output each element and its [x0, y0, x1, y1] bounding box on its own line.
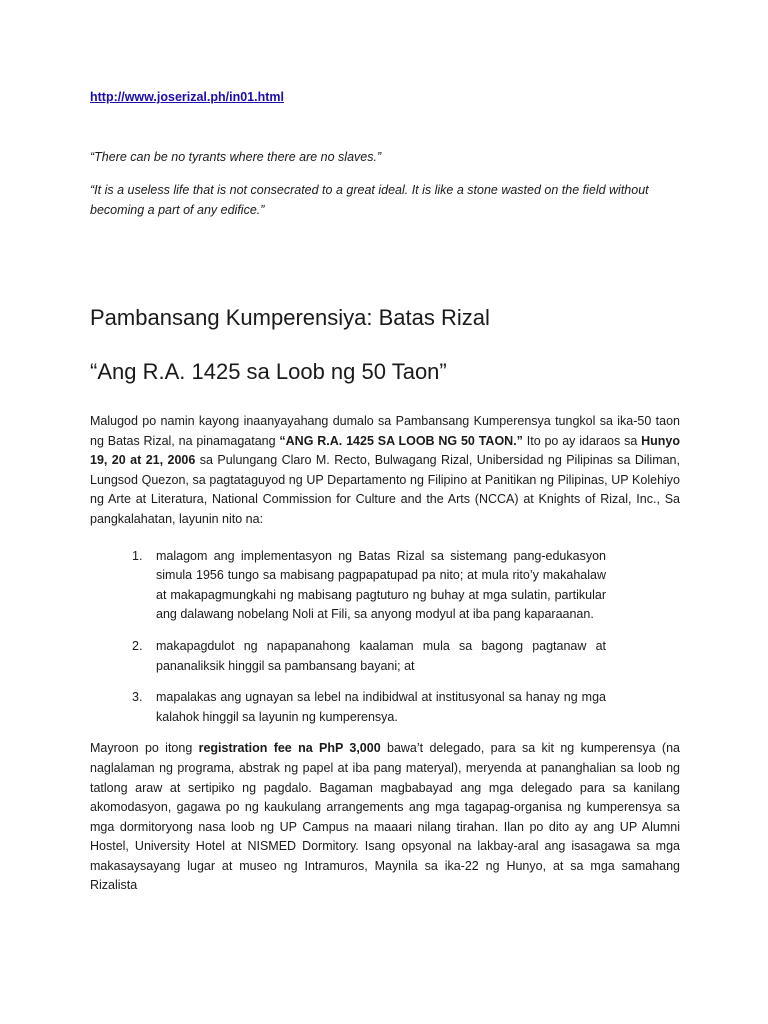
- intro-paragraph: [90, 412, 680, 530]
- list-item-text: malagom ang implementasyon ng Batas Rizal sa sistemang pang-edukasyon simula 1956 tungo sa mabisang pagpapatupad pa nito; at mula rito’y makahalaw at makapagmungkahi ng mabisang pagtuturo ng buhay at mga sulatin, partikular ang dalawang nobelang Noli at Fili, sa anyong modyul at iba pang kaparaanan.: [156, 548, 606, 622]
- source-link[interactable]: http://www.joserizal.ph/in01.html: [90, 90, 284, 104]
- list-item-number: 3.: [132, 690, 143, 705]
- registration-paragraph: [90, 739, 680, 896]
- list-item: [132, 688, 606, 727]
- list-item-text: makapagdulot ng napapanahong kaalaman mula sa bagong pagtanaw at pananaliksik hinggil sa pambansang bayani; at: [156, 638, 606, 673]
- quote-ideal: “It is a useless life that is not consecrated to a great ideal. It is like a stone wasted on the field without becoming a part of any edifice.”: [90, 183, 649, 217]
- intro-bold-title: “ANG R.A. 1425 SA LOOB NG 50 TAON.”: [279, 433, 523, 448]
- intro-text-1: Malugod po namin kayong inaanyayahang dumalo sa Pambansang Kumperensya tungkol sa ika-50 taon ng Batas Rizal, na pinamagatang: [90, 414, 680, 448]
- intro-text-2: Ito po ay idaraos sa: [522, 433, 642, 448]
- registration-text-1: Mayroon po itong: [90, 741, 199, 756]
- list-item: [132, 547, 606, 625]
- document-title: Pambansang Kumperensiya: Batas Rizal: [90, 305, 490, 330]
- document-page: [90, 88, 680, 896]
- registration-fee: registration fee na PhP 3,000: [198, 741, 381, 756]
- objectives-list: [132, 547, 606, 728]
- list-item: [132, 637, 606, 676]
- intro-bold-date: Hunyo 19, 20 at 21, 2006: [90, 433, 680, 468]
- intro-text-3: sa Pulungang Claro M. Recto, Bulwagang Rizal, Unibersidad ng Pilipinas sa Diliman, Lungsod Quezon, sa pagtataguyod ng UP Departamento ng Filipino at Panitikan ng Pilipinas, UP Kolehiyo ng Arte at Literatura, National Commission for Culture and the Arts (NCCA) at Knights of Rizal, Inc., Sa pangkalahatan, layunin nito na:: [90, 453, 680, 526]
- list-item-number: 1.: [132, 548, 143, 563]
- list-item-text: mapalakas ang ugnayan sa lebel na indibidwal at institusyonal sa hanay ng mga kalahok hinggil sa layunin ng kumperensya.: [156, 690, 606, 724]
- list-item-number: 2.: [132, 638, 143, 653]
- document-subtitle: “Ang R.A. 1425 sa Loob ng 50 Taon”: [90, 359, 447, 384]
- registration-text-2: bawa’t delegado, para sa kit ng kumperensya (na naglalaman ng programa, abstrak ng papel at iba pang materyal), meryenda at pananghalian sa loob ng tatlong araw at sertipiko ng pagdalo. Bagaman magbabayad ang mga delegado para sa kanilang akomodasyon, gagawa po ng kaukulang arrangements ang mga tagapag-organisa ng kumperensya sa mga dormitoryong nasa loob ng UP Campus na maaari nilang tirahan. Ilan po dito ay ang UP Alumni Hostel, University Hotel at NISMED Dormitory. Isang opsyonal na lakbay-aral ang isasagawa sa mga makasaysayang lugar at museo ng Intramuros, Maynila sa ika-22 ng Hunyo, at sa mga samahang Rizalista: [90, 741, 680, 893]
- quote-tyrants: “There can be no tyrants where there are no slaves.”: [90, 150, 382, 164]
